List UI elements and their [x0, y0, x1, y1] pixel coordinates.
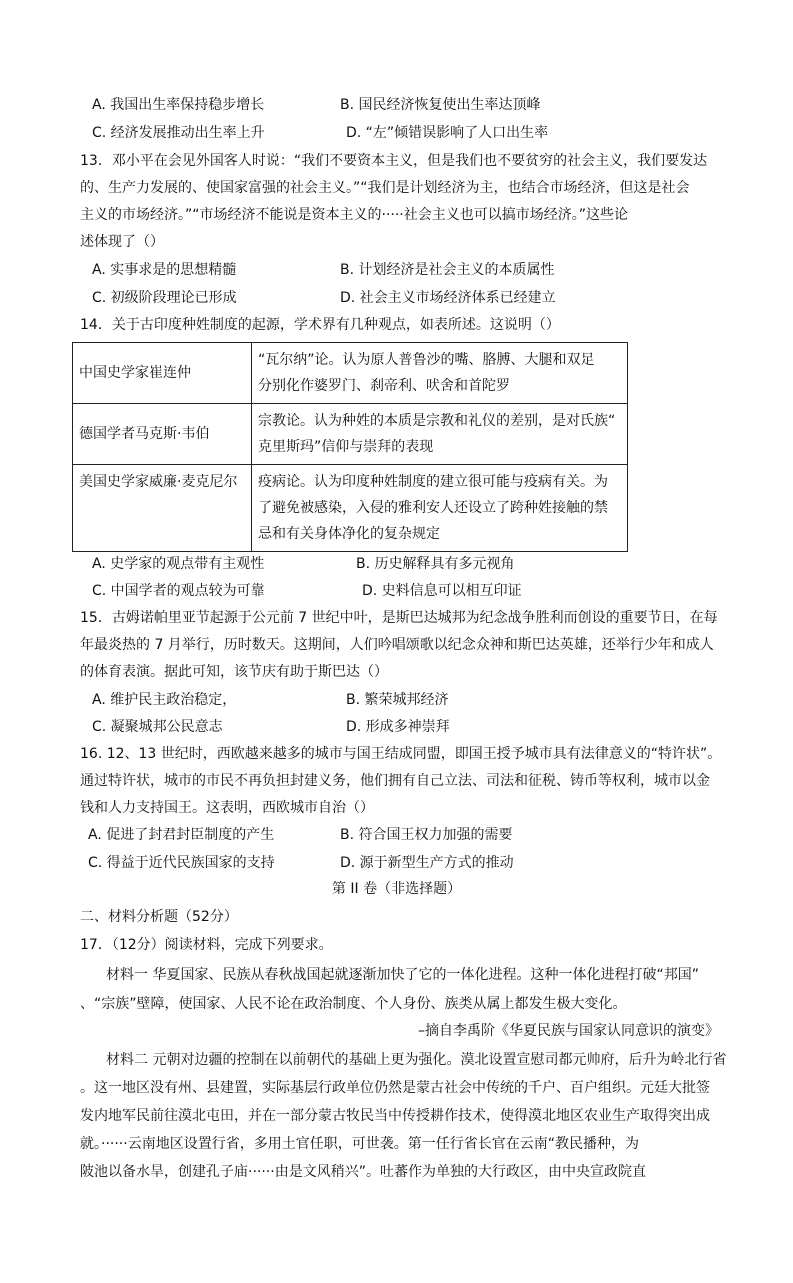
part-two-heading: 二、材料分析题（52分） [80, 909, 238, 925]
q13-option-b: B. 计划经济是社会主义的本质属性 [340, 262, 555, 278]
q14-stem: 14．关于古印度种姓制度的起源，学术界有几种观点，如表所述。这说明（） [80, 317, 560, 333]
viewpoint-cell [252, 343, 628, 404]
q12-option-b: B. 国民经济恢复使出生率达顶峰 [340, 97, 541, 113]
viewpoint-line: 克里斯玛”信仰与崇拜的表现 [258, 439, 434, 455]
viewpoint-line: 忌和有关身体净化的复杂规定 [258, 526, 440, 542]
q15-option-c: C. 凝聚城邦公民意志 [92, 719, 223, 735]
q16-stem-line-2: 通过特许状，城市的市民不再负担封建义务，他们拥有自己立法、司法和征税、铸币等权利，城市以金 [80, 773, 710, 789]
q17-material1-line-2: 、“宗族”壁障，使国家、人民不论在政治制度、个人身份、族类从属上都发生极大变化。 [80, 996, 627, 1012]
viewpoint-line: 分别化作婆罗门、刹帝利、吠舍和首陀罗 [258, 378, 510, 394]
q13-option-c: C. 初级阶段理论已形成 [92, 290, 237, 306]
q12-option-d: D. “左”倾错误影响了人口出生率 [346, 125, 549, 141]
scholar-name: 中国史学家崔连仲 [73, 343, 252, 404]
q14-option-c: C. 中国学者的观点较为可靠 [92, 583, 265, 599]
q13-option-d: D. 社会主义市场经济体系已经建立 [340, 290, 556, 306]
q17-material2-line-1: 材料二 元朝对边疆的控制在以前朝代的基础上更为强化。漠北设置宣慰司都元帅府，后升为岭北行省 [106, 1052, 727, 1068]
q17-stem: 17．（12分）阅读材料，完成下列要求。 [80, 937, 333, 953]
q14-option-a: A. 史学家的观点带有主观性 [92, 556, 265, 572]
q16-option-c: C. 得益于近代民族国家的支持 [88, 855, 275, 871]
viewpoint-line: “瓦尔纳”论。认为原人普鲁沙的嘴、胳膊、大腿和双足 [258, 352, 595, 368]
viewpoint-line: 疫病论。认为印度种姓制度的建立很可能与疫病有关。为 [258, 474, 608, 490]
q17-material2-line-3: 发内地军民前往漠北屯田，并在一部分蒙古牧民当中传授耕作技术，使得漠北地区农业生产取得突出成 [80, 1108, 710, 1124]
q13-stem-line-3: 主义的市场经济。”“市场经济不能说是资本主义的·····社会主义也可以搞市场经济。”这些论 [80, 207, 629, 223]
viewpoint-cell [252, 465, 628, 552]
q15-stem-line-3: 的体育表演。据此可知，该节庆有助于斯巴达（） [80, 664, 388, 680]
q16-stem-line-1: 16. 12、13 世纪时，西欧越来越多的城市与国王结成同盟，即国王授予城市具有法律意义的“特许状”。 [80, 746, 722, 762]
q13-stem-line-4: 述体现了（） [80, 234, 164, 250]
viewpoint-cell [252, 404, 628, 465]
table-row [73, 404, 628, 465]
q12-option-c: C. 经济发展推动出生率上升 [92, 125, 265, 141]
scholar-name: 德国学者马克斯·韦伯 [73, 404, 252, 465]
q15-option-a: A. 维护民主政治稳定， [92, 692, 237, 708]
q17-material1-source: –摘自李禹阶《华夏民族与国家认同意识的演变》 [418, 1023, 719, 1039]
q16-option-a: A. 促进了封君封臣制度的产生 [88, 827, 275, 843]
viewpoint-line: 宗教论。认为种姓的本质是宗教和礼仪的差别，是对氏族“ [258, 413, 616, 429]
q17-material2-line-4: 就。······云南地区设置行省，多用土官任职，可世袭。第一任行省长官在云南“教民播种，为 [80, 1136, 639, 1152]
q16-option-d: D. 源于新型生产方式的推动 [340, 855, 514, 871]
section-ii-title: 第 II 卷（非选择题） [331, 881, 462, 897]
q15-stem-line-1: 15．古姆诺帕里亚节起源于公元前 7 世纪中叶，是斯巴达城邦为纪念战争胜利而创设的重要节日，在每 [80, 610, 718, 626]
q14-viewpoint-table [72, 342, 628, 552]
table-row [73, 465, 628, 552]
viewpoint-line: 了避免被感染，入侵的雅利安人还设立了跨种姓接触的禁 [258, 500, 608, 516]
q17-material2-line-2: 。这一地区没有州、县建置，实际基层行政单位仍然是蒙古社会中传统的千户、百户组织。元廷大批签 [80, 1080, 710, 1096]
q17-material2-line-5: 陂池以备水旱，创建孔子庙······由是文风稍兴”。吐蕃作为单独的大行政区，由中央宣政院直 [80, 1164, 646, 1180]
q13-option-a: A. 实事求是的思想精髓 [92, 262, 237, 278]
q16-stem-line-3: 钱和人力支持国王。这表明，西欧城市自治（） [80, 800, 374, 816]
scholar-name: 美国史学家威廉·麦克尼尔 [73, 465, 252, 552]
q13-stem-line-2: 的、生产力发展的、使国家富强的社会主义。”“我们是计划经济为主，也结合市场经济，但这是社会 [80, 180, 690, 196]
q12-option-a: A. 我国出生率保持稳步增长 [92, 97, 265, 113]
q17-material1-line-1: 材料一 华夏国家、民族从春秋战国起就逐渐加快了它的一体化进程。这种一体化进程打破“邦国” [106, 967, 699, 983]
q15-stem-line-2: 年最炎热的 7 月举行，历时数天。这期间，人们吟唱颂歌以纪念众神和斯巴达英雄，还举行少年和成人 [80, 637, 714, 653]
table-row [73, 343, 628, 404]
q14-option-d: D. 史料信息可以相互印证 [362, 583, 522, 599]
q14-option-b: B. 历史解释具有多元视角 [356, 556, 515, 572]
q15-option-b: B. 繁荣城邦经济 [346, 692, 449, 708]
q16-option-b: B. 符合国王权力加强的需要 [340, 827, 513, 843]
q13-stem-line-1: 13．邓小平在会见外国客人时说：“我们不要资本主义，但是我们也不要贫穷的社会主义，我们要发达 [80, 153, 708, 169]
q15-option-d: D. 形成多神崇拜 [346, 719, 450, 735]
